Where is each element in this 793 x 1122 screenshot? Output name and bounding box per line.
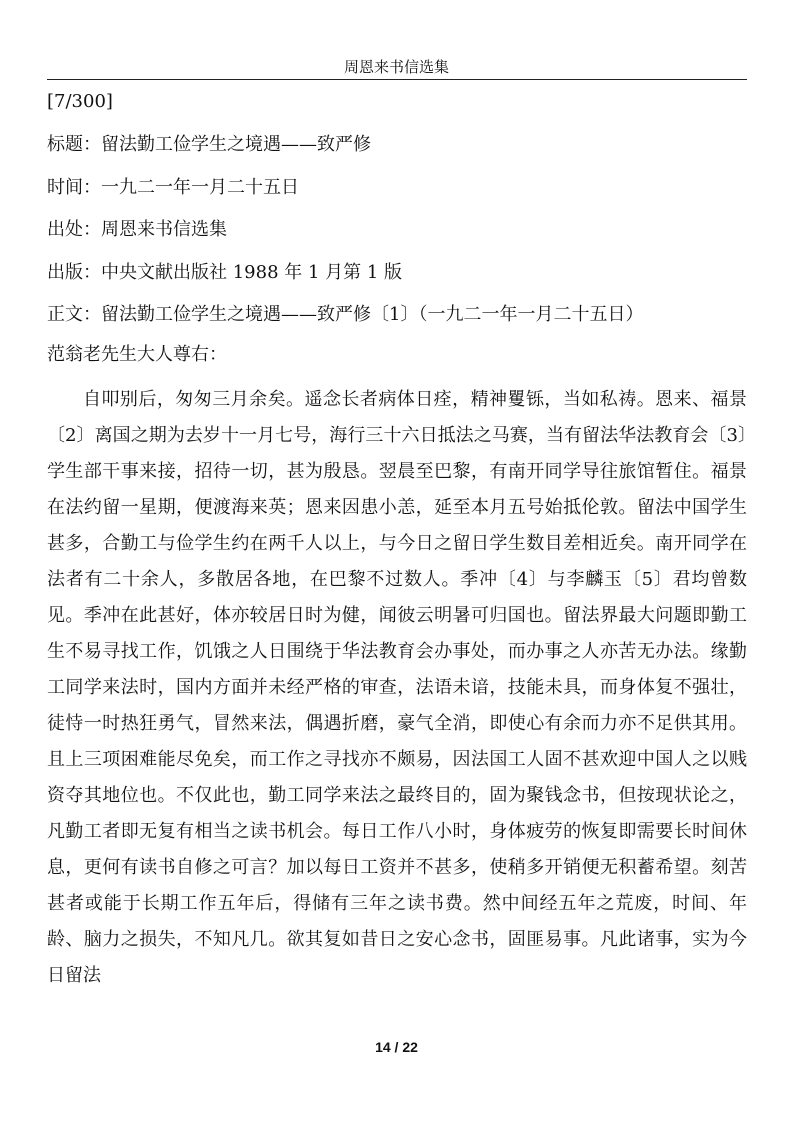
document-index: [7/300] — [47, 91, 113, 112]
letter-body-paragraph: 自叩别后，匆匆三月余矣。遥念长者病体日痊，精神矍铄，当如私祷。恩来、福景〔2〕离国之期为去岁十一月七号，海行三十六日抵法之马赛，当有留法华法教育会〔3〕学生部干事来接，招待一切，甚为殷恳。翌晨至巴黎，有南开同学导往旅馆暂住。福景在法约留一星期，便渡海来英；恩来因患小恙，延至本月五号始抵伦敦。留法中国学生甚多，合勤工与俭学生约在两千人以上，与今日之留日学生数目差相近矣。南开同学在法者有二十余人，多散居各地，在巴黎不过数人。季冲〔4〕与李麟玉〔5〕君均曾数见。季冲在此甚好，体亦较居日时为健，闻彼云明暑可归国也。留法界最大问题即勤工生不易寻找工作，饥饿之人日围绕于华法教育会办事处，而办事之人亦苦无办法。缘勤工同学来法时，国内方面并未经严格的审查，法语未谙，技能未具，而身体复不强壮，徒恃一时热狂勇气，冒然来法，偶遇折磨，豪气全消，即使心有余而力亦不足供其用。且上三项困难能尽免矣，而工作之寻找亦不颇易，因法国工人固不甚欢迎中国人之以贱资夺其地位也。不仅此也，勤工同学来法之最终目的，固为聚钱念书，但按现状论之，凡勤工者即无复有相当之读书机会。每日工作八小时，身体疲劳的恢复即需要长时间休息，更何有读书自修之可言？加以每日工资并不甚多，使稍多开销便无积蓄希望。刻苦甚者或能于长期工作五年后，得储有三年之读书费。然中间经五年之荒废，时间、年龄、脑力之损失，不知凡几。欲其复如昔日之安心念书，固匪易事。凡此诸事，实为今日留法 — [47, 389, 747, 986]
letter-salutation: 范翁老先生大人尊右： — [47, 344, 227, 365]
document-time: 时间：一九二一年一月二十五日 — [47, 177, 299, 198]
document-publication: 出版：中央文献出版社 1988 年 1 月第 1 版 — [47, 262, 403, 283]
text-heading: 正文：留法勤工俭学生之境遇——致严修〔1〕（一九二一年一月二十五日） — [47, 304, 644, 325]
document-title: 标题：留法勤工俭学生之境遇——致严修 — [47, 134, 371, 155]
page-number: 14 / 22 — [375, 1039, 418, 1055]
running-header: 周恩来书信选集 — [343, 58, 449, 76]
document-source: 出处：周恩来书信选集 — [47, 219, 227, 240]
header-rule — [47, 79, 747, 80]
